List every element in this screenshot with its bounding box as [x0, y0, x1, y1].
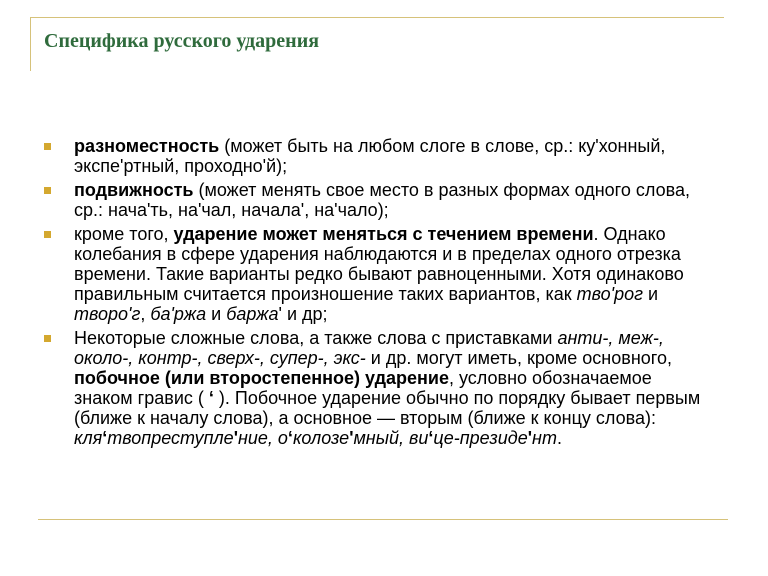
- text-run: анти-, меж-, около-, контр-, сверх-, супер-, экс-: [74, 328, 664, 368]
- text-run: ': [527, 428, 533, 448]
- bullet-item: [42, 224, 712, 324]
- square-bullet-icon: [44, 335, 51, 342]
- slide-title: Специфика русского ударения: [44, 30, 320, 52]
- text-run: ‘: [102, 428, 108, 448]
- text-run: колозе: [292, 428, 350, 448]
- square-bullet-icon: [44, 187, 51, 194]
- text-run: кля: [74, 428, 103, 448]
- text-run: ' и др;: [278, 304, 328, 324]
- frame-left-line: [30, 17, 31, 71]
- text-run: побочное (или второстепенное) ударение: [74, 368, 449, 388]
- bullet-item: [42, 328, 712, 448]
- text-run: и: [642, 284, 659, 304]
- text-run: ,: [140, 304, 151, 324]
- bullet-item: [42, 136, 712, 176]
- text-run: .: [556, 428, 562, 448]
- text-run: ‘: [428, 428, 434, 448]
- text-run: ‘: [208, 388, 214, 408]
- text-run: разноместность: [74, 136, 220, 156]
- text-run: (может менять свое место в разных формах одного слова, ср.: нача'ть, на'чал, начала', на'чало);: [74, 180, 690, 220]
- text-run: ': [349, 428, 354, 448]
- text-run: . Однако колебания в сфере ударения наблюдаются и в пределах одного отрезка времени. Такие варианты редко бывают равноценными. Хотя одинаково правильным считается произношение таких вариантов, как: [74, 224, 684, 304]
- frame-top-line: [30, 17, 724, 18]
- square-bullet-icon: [44, 143, 51, 150]
- text-run: кроме того,: [74, 224, 174, 244]
- text-run: и др. могут иметь, кроме основного,: [365, 348, 672, 368]
- text-run: ). Побочное ударение обычно по порядку бывает первым (ближе к началу слова), а основное — вторым (ближе к концу слова):: [74, 388, 701, 428]
- text-run: це-президе: [433, 428, 528, 448]
- text-run: ': [233, 428, 238, 448]
- bullet-list: [42, 136, 712, 452]
- frame-bottom-line: [38, 519, 728, 520]
- text-run: Некоторые сложные слова, а также слова с приставками: [74, 328, 558, 348]
- text-run: ба'ржа: [150, 304, 207, 324]
- text-run: нт: [532, 428, 557, 448]
- text-run: (может быть на любом слоге в слове, ср.: ку'хонный, экспе'ртный, проходно'й);: [74, 136, 666, 176]
- text-run: ударение может меняться с течением времени: [173, 224, 594, 244]
- text-run: и: [206, 304, 227, 324]
- text-run: баржа: [226, 304, 279, 324]
- square-bullet-icon: [44, 231, 51, 238]
- text-run: ние, о: [237, 428, 288, 448]
- bullet-item: [42, 180, 712, 220]
- text-run: твопреступле: [107, 428, 234, 448]
- text-run: творо'г: [74, 304, 141, 324]
- text-run: подвижность: [74, 180, 194, 200]
- text-run: ‘: [287, 428, 293, 448]
- text-run: мный, ви: [353, 428, 429, 448]
- text-run: , условно обозначаемое знаком гравис (: [74, 368, 652, 408]
- text-run: тво'рог: [576, 284, 643, 304]
